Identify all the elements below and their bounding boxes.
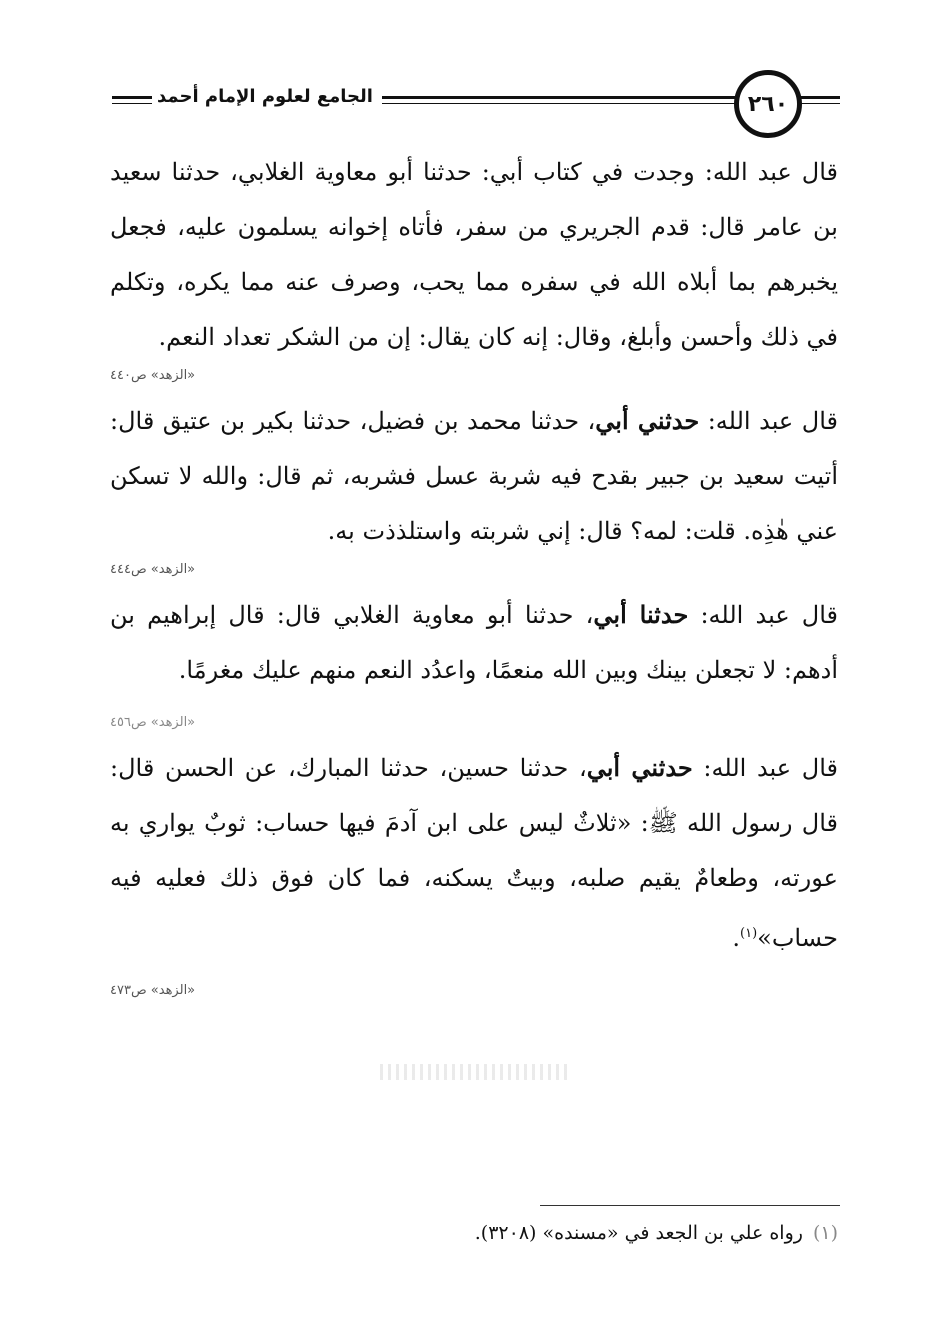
header-rule-left (112, 96, 152, 99)
page-header (0, 0, 932, 150)
main-text (110, 145, 838, 1008)
paragraph-3 (110, 587, 838, 698)
source-citation-3: «الزهد» ص٤٥٦ (110, 715, 196, 730)
paragraph-2-lead: قال عبد الله: (699, 407, 838, 435)
footnote-text: رواه علي بن الجعد في «مسنده» (٣٢٠٨). (474, 1222, 803, 1244)
page-number: ٢٦٠ (734, 70, 802, 138)
header-rule-right-thin (382, 103, 738, 104)
paragraph-4-rest: ، حدثنا حسين، حدثنا المبارك، عن الحسن قال: قال رسول الله ﷺ: «ثلاثٌ ليس على ابن آدمَ فيها حساب: ثوبٌ يواري به عورته، وطعامٌ يقيم صلبه، وبيتٌ يسكنه، فما كان فوق ذلك فعليه فيه حساب» (110, 754, 838, 952)
paragraph-4-bold: حدثني أبي (586, 753, 693, 782)
footnote-number: (١) (812, 1222, 838, 1244)
paragraph-1: قال عبد الله: وجدت في كتاب أبي: حدثنا أبو معاوية الغلابي، حدثنا سعيد بن عامر قال: قدم الجريري من سفر، فأتاه إخوانه يسلمون عليه، فجعل يخبرهم بما أبلاه الله في سفره مما يحب، وصرف عنه مما يكره، وتكلم في ذلك وأحسن وأبلغ، وقال: إنه كان يقال: إن من الشكر تعداد النعم. (110, 158, 838, 351)
book-title: الجامع لعلوم الإمام أحمد (157, 86, 373, 107)
source-citation-4: «الزهد» ص٤٧٣ (110, 983, 196, 998)
header-rule-right (382, 96, 738, 99)
paragraph-2 (110, 393, 838, 559)
header-rule-tail-thin (800, 103, 840, 104)
source-citation-1: «الزهد» ص٤٤٠ (110, 368, 196, 383)
paragraph-4 (110, 740, 838, 966)
paragraph-4-end: . (732, 924, 741, 952)
paragraph-4-lead: قال عبد الله: (692, 754, 838, 782)
footnote (300, 1222, 838, 1244)
paragraph-2-rest: ، حدثنا محمد بن فضيل، حدثنا بكير بن عتيق قال: أتيت سعيد بن جبير بقدح فيه شربة عسل فشربه، ثم قال: والله لا تسكن عني هٰذِه. قلت: لمه؟ قال: إني شربته واستلذذت به. (110, 407, 838, 545)
paragraph-2-bold: حدثني أبي (595, 406, 700, 435)
paragraph-3-rest: ، حدثنا أبو معاوية الغلابي قال: قال إبراهيم بن أدهم: لا تجعلن بينك وبين الله منعمًا، واعدُد النعم منهم عليك مغرمًا. (110, 601, 838, 684)
source-citation-2: «الزهد» ص٤٤٤ (110, 562, 196, 577)
scan-noise (380, 1064, 570, 1080)
paragraph-3-bold: حدثنا أبي (593, 600, 689, 629)
paragraph-3-lead: قال عبد الله: (688, 601, 839, 629)
footnote-separator (540, 1205, 840, 1206)
footnote-reference: (١) (740, 926, 758, 941)
header-rule-tail (800, 96, 840, 99)
header-rule-left-thin (112, 103, 152, 104)
